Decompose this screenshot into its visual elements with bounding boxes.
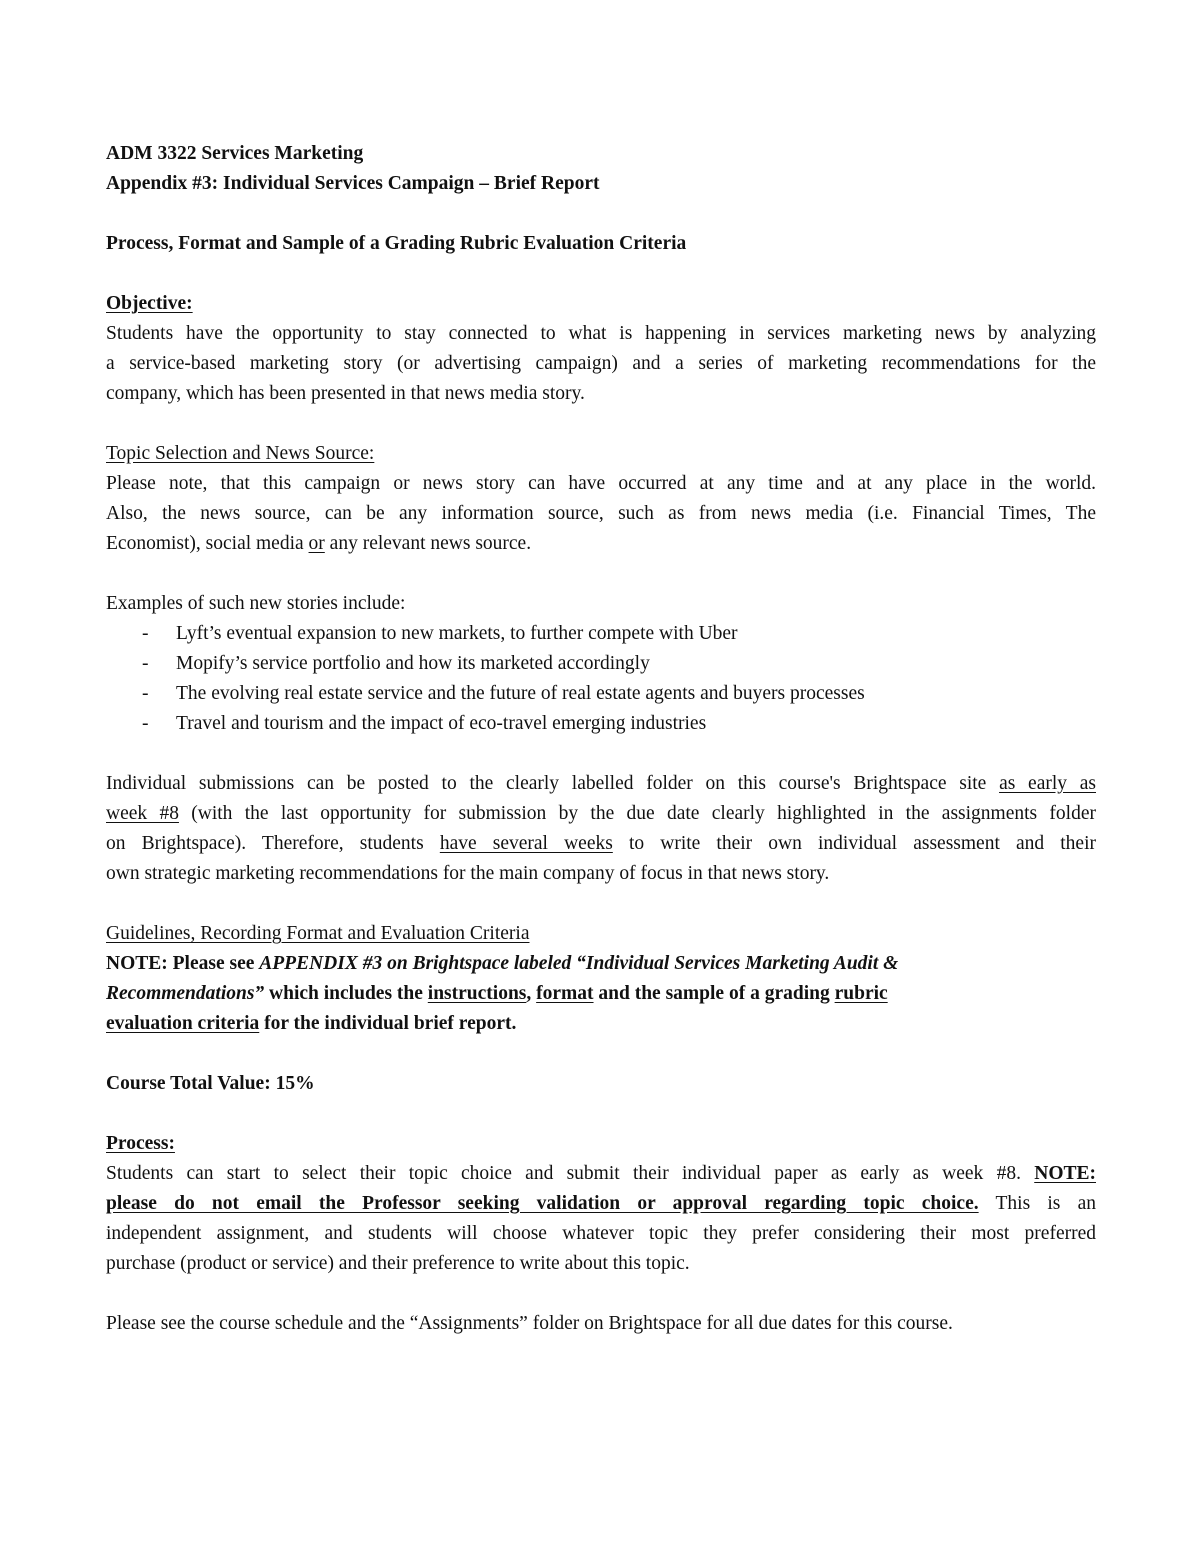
objective-line: Students have the opportunity to stay connected to what is happening in services marketing news by analyzing (106, 323, 1096, 344)
list-item: - The evolving real estate service and the future of real estate agents and buyers processes (106, 679, 1096, 709)
document-subtitle: Process, Format and Sample of a Grading Rubric Evaluation Criteria (106, 233, 687, 254)
guidelines-note-line: NOTE: Please see APPENDIX #3 on Brightspace labeled “Individual Services Marketing Audit & (106, 953, 899, 974)
submissions-line: Individual submissions can be posted to the clearly labelled folder on this course's Brightspace site as early as (106, 773, 1096, 794)
guidelines-note-line: Recommendations” which includes the instructions, format and the sample of a grading rubric (106, 983, 888, 1004)
submissions-line: on Brightspace). Therefore, students have several weeks to write their own individual assessment and their (106, 833, 1096, 854)
process-line: Students can start to select their topic choice and submit their individual paper as early as week #8. NOTE: (106, 1163, 1096, 1184)
objective-heading: Objective: (106, 293, 193, 314)
objective-line: a service-based marketing story (or advertising campaign) and a series of marketing recommendations for the (106, 353, 1096, 374)
list-item: - Lyft’s eventual expansion to new markets, to further compete with Uber (106, 619, 1096, 649)
document-page (106, 139, 1096, 1339)
topic-line: Economist), social media or any relevant news source. (106, 533, 532, 554)
process-line: purchase (product or service) and their preference to write about this topic. (106, 1253, 690, 1274)
submissions-line: week #8 (with the last opportunity for submission by the due date clearly highlighted in the assignments folder (106, 803, 1096, 824)
list-item: - Travel and tourism and the impact of eco-travel emerging industries (106, 709, 1096, 739)
process-heading: Process: (106, 1133, 175, 1154)
course-total-value: Course Total Value: 15% (106, 1073, 315, 1094)
guidelines-heading: Guidelines, Recording Format and Evaluation Criteria (106, 923, 530, 944)
dash-bullet: - (142, 653, 149, 674)
examples-intro: Examples of such new stories include: (106, 593, 406, 614)
closing-line: Please see the course schedule and the “Assignments” folder on Brightspace for all due dates for this course. (106, 1313, 953, 1334)
topic-line: Please note, that this campaign or news story can have occurred at any time and at any place in the world. (106, 473, 1096, 494)
appendix-title: Appendix #3: Individual Services Campaign – Brief Report (106, 173, 600, 194)
process-line: please do not email the Professor seeking validation or approval regarding topic choice. This is an (106, 1193, 1096, 1214)
examples-list (106, 619, 1096, 739)
underlined-or: or (308, 533, 325, 554)
process-line: independent assignment, and students will choose whatever topic they prefer considering their most preferred (106, 1223, 1096, 1244)
topic-heading: Topic Selection and News Source: (106, 443, 375, 464)
dash-bullet: - (142, 713, 149, 734)
list-item: - Mopify’s service portfolio and how its marketed accordingly (106, 649, 1096, 679)
course-title: ADM 3322 Services Marketing (106, 143, 364, 164)
dash-bullet: - (142, 683, 149, 704)
objective-line: company, which has been presented in that news media story. (106, 383, 585, 404)
dash-bullet: - (142, 623, 149, 644)
topic-line: Also, the news source, can be any information source, such as from news media (i.e. Financial Times, The (106, 503, 1096, 524)
guidelines-note-line: evaluation criteria for the individual brief report. (106, 1013, 517, 1034)
submissions-line: own strategic marketing recommendations for the main company of focus in that news story. (106, 863, 830, 884)
